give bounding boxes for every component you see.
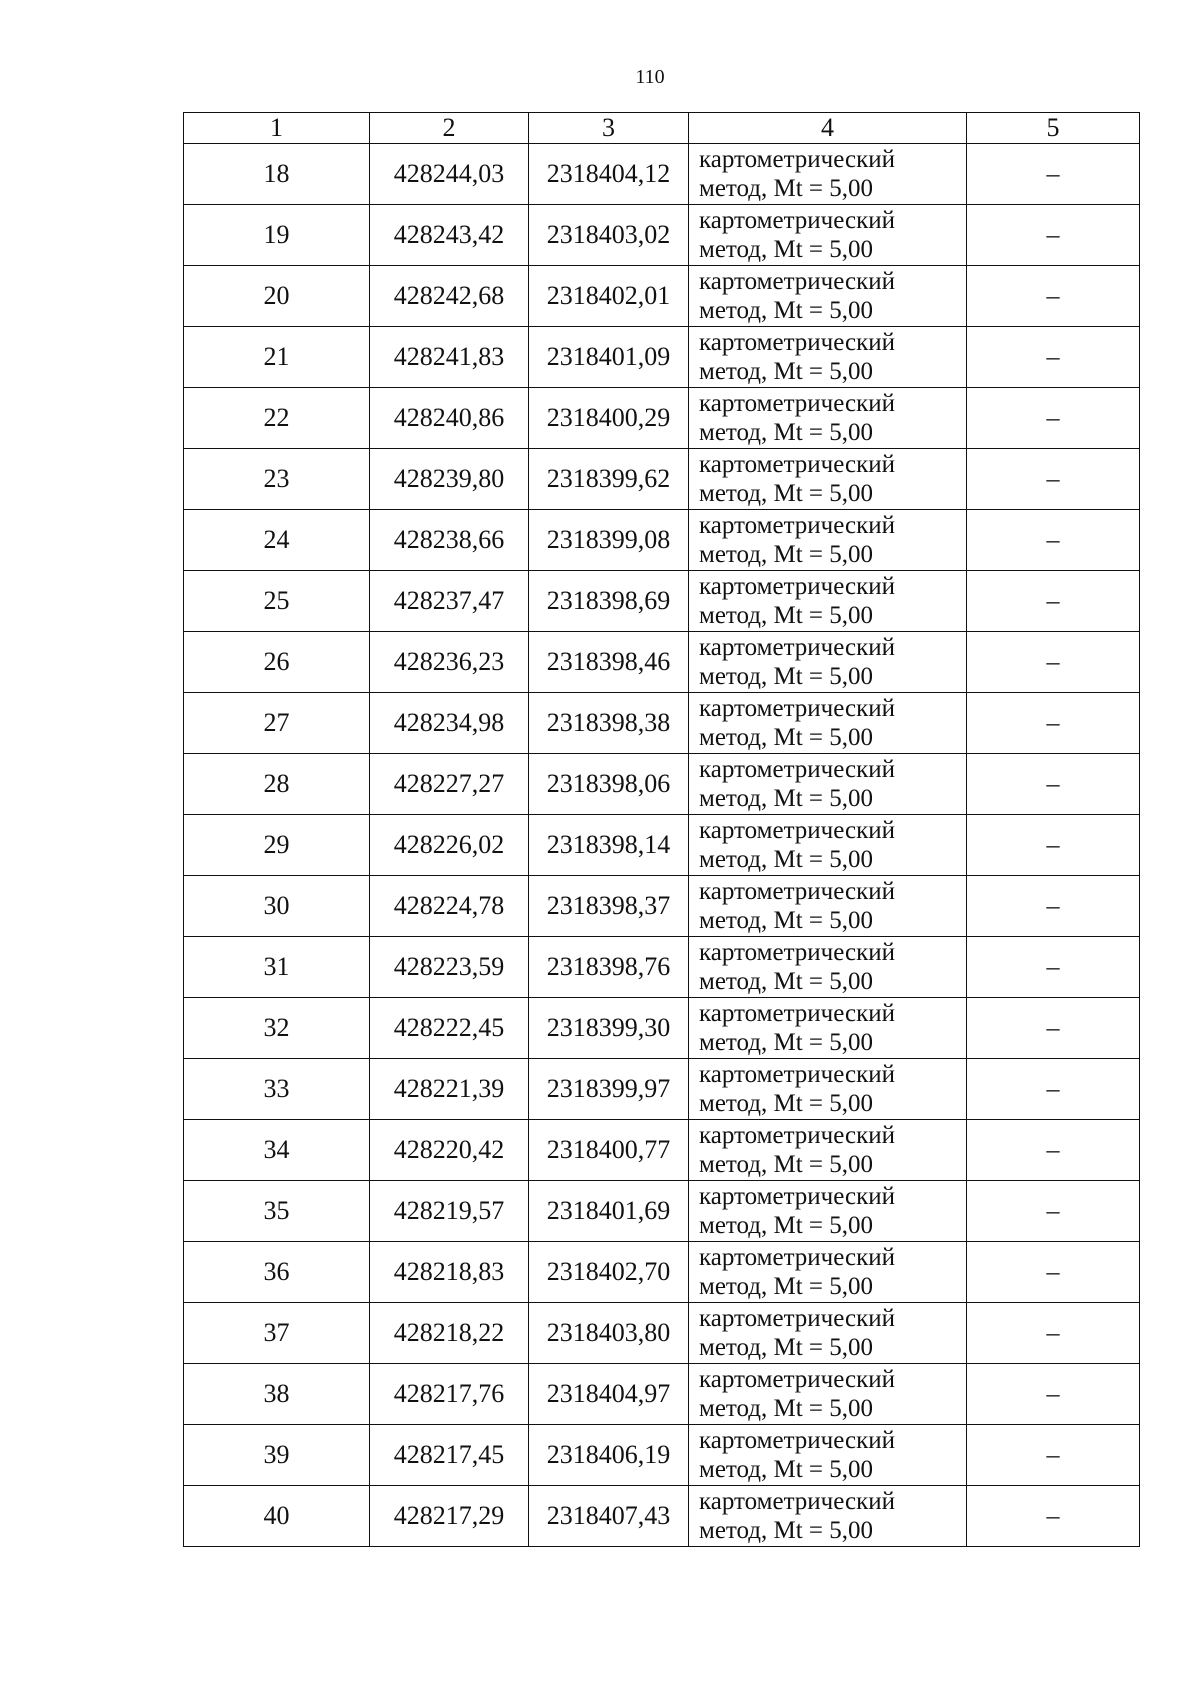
- table-row: [184, 937, 1140, 998]
- method-cell: [689, 510, 967, 571]
- x-coordinate-cell: 428218,22: [370, 1303, 529, 1364]
- method-cell: [689, 754, 967, 815]
- table-row: [184, 876, 1140, 937]
- x-coordinate-cell: 428238,66: [370, 510, 529, 571]
- y-coordinate-cell: 2318403,02: [529, 205, 689, 266]
- point-number-cell: 35: [184, 1181, 370, 1242]
- point-number-cell: 24: [184, 510, 370, 571]
- y-coordinate-cell: 2318399,97: [529, 1059, 689, 1120]
- column-header-2: 2: [370, 113, 529, 144]
- method-line-1: картометрический: [699, 1427, 895, 1454]
- coordinates-table: [183, 112, 1140, 1547]
- point-number-cell: 36: [184, 1242, 370, 1303]
- point-number-cell: 40: [184, 1486, 370, 1547]
- method-cell: [689, 1303, 967, 1364]
- method-line-1: картометрический: [699, 1122, 895, 1149]
- table-row: [184, 1120, 1140, 1181]
- x-coordinate-cell: 428219,57: [370, 1181, 529, 1242]
- note-cell: –: [967, 1242, 1140, 1303]
- y-coordinate-cell: 2318404,12: [529, 144, 689, 205]
- x-coordinate-cell: 428218,83: [370, 1242, 529, 1303]
- note-cell: –: [967, 571, 1140, 632]
- point-number-cell: 23: [184, 449, 370, 510]
- table-row: [184, 754, 1140, 815]
- x-coordinate-cell: 428224,78: [370, 876, 529, 937]
- x-coordinate-cell: 428243,42: [370, 205, 529, 266]
- method-line-2: метод, Mt = 5,00: [699, 1151, 874, 1178]
- method-cell: [689, 388, 967, 449]
- table-header-row: [184, 113, 1140, 144]
- table-row: [184, 998, 1140, 1059]
- point-number-cell: 19: [184, 205, 370, 266]
- note-cell: –: [967, 449, 1140, 510]
- column-header-4: 4: [689, 113, 967, 144]
- y-coordinate-cell: 2318398,46: [529, 632, 689, 693]
- y-coordinate-cell: 2318398,37: [529, 876, 689, 937]
- x-coordinate-cell: 428227,27: [370, 754, 529, 815]
- point-number-cell: 27: [184, 693, 370, 754]
- method-cell: [689, 1059, 967, 1120]
- note-cell: –: [967, 937, 1140, 998]
- x-coordinate-cell: 428220,42: [370, 1120, 529, 1181]
- method-line-2: метод, Mt = 5,00: [699, 907, 874, 934]
- table-row: [184, 1059, 1140, 1120]
- y-coordinate-cell: 2318398,06: [529, 754, 689, 815]
- x-coordinate-cell: 428226,02: [370, 815, 529, 876]
- point-number-cell: 31: [184, 937, 370, 998]
- y-coordinate-cell: 2318398,14: [529, 815, 689, 876]
- point-number-cell: 34: [184, 1120, 370, 1181]
- method-line-1: картометрический: [699, 756, 895, 783]
- table-row: [184, 1425, 1140, 1486]
- method-line-2: метод, Mt = 5,00: [699, 480, 874, 507]
- note-cell: –: [967, 510, 1140, 571]
- table-row: [184, 1181, 1140, 1242]
- x-coordinate-cell: 428234,98: [370, 693, 529, 754]
- method-line-1: картометрический: [699, 207, 895, 234]
- method-cell: [689, 693, 967, 754]
- note-cell: –: [967, 998, 1140, 1059]
- x-coordinate-cell: 428241,83: [370, 327, 529, 388]
- y-coordinate-cell: 2318399,08: [529, 510, 689, 571]
- method-line-1: картометрический: [699, 573, 895, 600]
- x-coordinate-cell: 428217,76: [370, 1364, 529, 1425]
- note-cell: –: [967, 1425, 1140, 1486]
- method-line-1: картометрический: [699, 817, 895, 844]
- table-row: [184, 815, 1140, 876]
- method-cell: [689, 1364, 967, 1425]
- point-number-cell: 39: [184, 1425, 370, 1486]
- method-line-2: метод, Mt = 5,00: [699, 358, 874, 385]
- note-cell: –: [967, 1303, 1140, 1364]
- table-row: [184, 388, 1140, 449]
- note-cell: –: [967, 205, 1140, 266]
- table-row: [184, 266, 1140, 327]
- method-line-1: картометрический: [699, 1061, 895, 1088]
- method-line-1: картометрический: [699, 1366, 895, 1393]
- point-number-cell: 26: [184, 632, 370, 693]
- table-row: [184, 693, 1140, 754]
- method-line-2: метод, Mt = 5,00: [699, 785, 874, 812]
- x-coordinate-cell: 428239,80: [370, 449, 529, 510]
- method-line-1: картометрический: [699, 1244, 895, 1271]
- method-cell: [689, 205, 967, 266]
- table-row: [184, 205, 1140, 266]
- method-cell: [689, 571, 967, 632]
- point-number-cell: 22: [184, 388, 370, 449]
- note-cell: –: [967, 1120, 1140, 1181]
- note-cell: –: [967, 1364, 1140, 1425]
- x-coordinate-cell: 428237,47: [370, 571, 529, 632]
- y-coordinate-cell: 2318401,09: [529, 327, 689, 388]
- point-number-cell: 18: [184, 144, 370, 205]
- point-number-cell: 21: [184, 327, 370, 388]
- method-line-2: метод, Mt = 5,00: [699, 236, 874, 263]
- method-cell: [689, 1242, 967, 1303]
- method-line-1: картометрический: [699, 390, 895, 417]
- x-coordinate-cell: 428217,45: [370, 1425, 529, 1486]
- point-number-cell: 20: [184, 266, 370, 327]
- table-row: [184, 144, 1140, 205]
- x-coordinate-cell: 428240,86: [370, 388, 529, 449]
- table-body: [184, 144, 1140, 1547]
- point-number-cell: 25: [184, 571, 370, 632]
- y-coordinate-cell: 2318406,19: [529, 1425, 689, 1486]
- method-line-2: метод, Mt = 5,00: [699, 1273, 874, 1300]
- note-cell: –: [967, 1181, 1140, 1242]
- method-cell: [689, 815, 967, 876]
- method-cell: [689, 1486, 967, 1547]
- column-header-5: 5: [967, 113, 1140, 144]
- table-row: [184, 510, 1140, 571]
- column-header-3: 3: [529, 113, 689, 144]
- method-line-2: метод, Mt = 5,00: [699, 846, 874, 873]
- note-cell: –: [967, 266, 1140, 327]
- page-number: 110: [635, 66, 665, 88]
- note-cell: –: [967, 327, 1140, 388]
- column-header-1: 1: [184, 113, 370, 144]
- note-cell: –: [967, 815, 1140, 876]
- method-cell: [689, 1425, 967, 1486]
- method-line-1: картометрический: [699, 634, 895, 661]
- method-line-1: картометрический: [699, 695, 895, 722]
- point-number-cell: 30: [184, 876, 370, 937]
- y-coordinate-cell: 2318398,76: [529, 937, 689, 998]
- point-number-cell: 33: [184, 1059, 370, 1120]
- table-row: [184, 1364, 1140, 1425]
- note-cell: –: [967, 388, 1140, 449]
- method-line-2: метод, Mt = 5,00: [699, 1395, 874, 1422]
- method-cell: [689, 144, 967, 205]
- method-line-2: метод, Mt = 5,00: [699, 663, 874, 690]
- note-cell: –: [967, 632, 1140, 693]
- y-coordinate-cell: 2318402,70: [529, 1242, 689, 1303]
- note-cell: –: [967, 754, 1140, 815]
- note-cell: –: [967, 876, 1140, 937]
- method-line-2: метод, Mt = 5,00: [699, 419, 874, 446]
- x-coordinate-cell: 428244,03: [370, 144, 529, 205]
- note-cell: –: [967, 1059, 1140, 1120]
- y-coordinate-cell: 2318398,38: [529, 693, 689, 754]
- method-line-2: метод, Mt = 5,00: [699, 602, 874, 629]
- y-coordinate-cell: 2318407,43: [529, 1486, 689, 1547]
- point-number-cell: 32: [184, 998, 370, 1059]
- x-coordinate-cell: 428223,59: [370, 937, 529, 998]
- method-cell: [689, 1181, 967, 1242]
- x-coordinate-cell: 428222,45: [370, 998, 529, 1059]
- y-coordinate-cell: 2318398,69: [529, 571, 689, 632]
- note-cell: –: [967, 693, 1140, 754]
- method-line-1: картометрический: [699, 512, 895, 539]
- y-coordinate-cell: 2318399,62: [529, 449, 689, 510]
- note-cell: –: [967, 1486, 1140, 1547]
- method-line-2: метод, Mt = 5,00: [699, 724, 874, 751]
- y-coordinate-cell: 2318399,30: [529, 998, 689, 1059]
- table-row: [184, 632, 1140, 693]
- table-row: [184, 449, 1140, 510]
- x-coordinate-cell: 428236,23: [370, 632, 529, 693]
- method-line-2: метод, Mt = 5,00: [699, 1029, 874, 1056]
- y-coordinate-cell: 2318400,29: [529, 388, 689, 449]
- point-number-cell: 29: [184, 815, 370, 876]
- method-line-2: метод, Mt = 5,00: [699, 1517, 874, 1544]
- method-line-1: картометрический: [699, 329, 895, 356]
- y-coordinate-cell: 2318403,80: [529, 1303, 689, 1364]
- note-cell: –: [967, 144, 1140, 205]
- method-line-1: картометрический: [699, 1488, 895, 1515]
- method-cell: [689, 266, 967, 327]
- method-cell: [689, 998, 967, 1059]
- method-cell: [689, 937, 967, 998]
- table-row: [184, 1242, 1140, 1303]
- x-coordinate-cell: 428242,68: [370, 266, 529, 327]
- method-cell: [689, 449, 967, 510]
- method-line-2: метод, Mt = 5,00: [699, 297, 874, 324]
- table-row: [184, 327, 1140, 388]
- method-cell: [689, 632, 967, 693]
- method-cell: [689, 1120, 967, 1181]
- method-line-2: метод, Mt = 5,00: [699, 541, 874, 568]
- method-line-1: картометрический: [699, 939, 895, 966]
- method-line-1: картометрический: [699, 1000, 895, 1027]
- method-line-1: картометрический: [699, 451, 895, 478]
- method-cell: [689, 876, 967, 937]
- method-line-1: картометрический: [699, 146, 895, 173]
- method-line-2: метод, Mt = 5,00: [699, 968, 874, 995]
- table-row: [184, 571, 1140, 632]
- y-coordinate-cell: 2318402,01: [529, 266, 689, 327]
- method-line-2: метод, Mt = 5,00: [699, 1212, 874, 1239]
- point-number-cell: 37: [184, 1303, 370, 1364]
- x-coordinate-cell: 428217,29: [370, 1486, 529, 1547]
- table-row: [184, 1303, 1140, 1364]
- method-line-2: метод, Mt = 5,00: [699, 1090, 874, 1117]
- point-number-cell: 28: [184, 754, 370, 815]
- y-coordinate-cell: 2318404,97: [529, 1364, 689, 1425]
- y-coordinate-cell: 2318401,69: [529, 1181, 689, 1242]
- method-line-1: картометрический: [699, 268, 895, 295]
- method-line-2: метод, Mt = 5,00: [699, 1456, 874, 1483]
- point-number-cell: 38: [184, 1364, 370, 1425]
- method-line-1: картометрический: [699, 1183, 895, 1210]
- method-cell: [689, 327, 967, 388]
- method-line-2: метод, Mt = 5,00: [699, 175, 874, 202]
- method-line-1: картометрический: [699, 1305, 895, 1332]
- table-row: [184, 1486, 1140, 1547]
- method-line-1: картометрический: [699, 878, 895, 905]
- y-coordinate-cell: 2318400,77: [529, 1120, 689, 1181]
- method-line-2: метод, Mt = 5,00: [699, 1334, 874, 1361]
- x-coordinate-cell: 428221,39: [370, 1059, 529, 1120]
